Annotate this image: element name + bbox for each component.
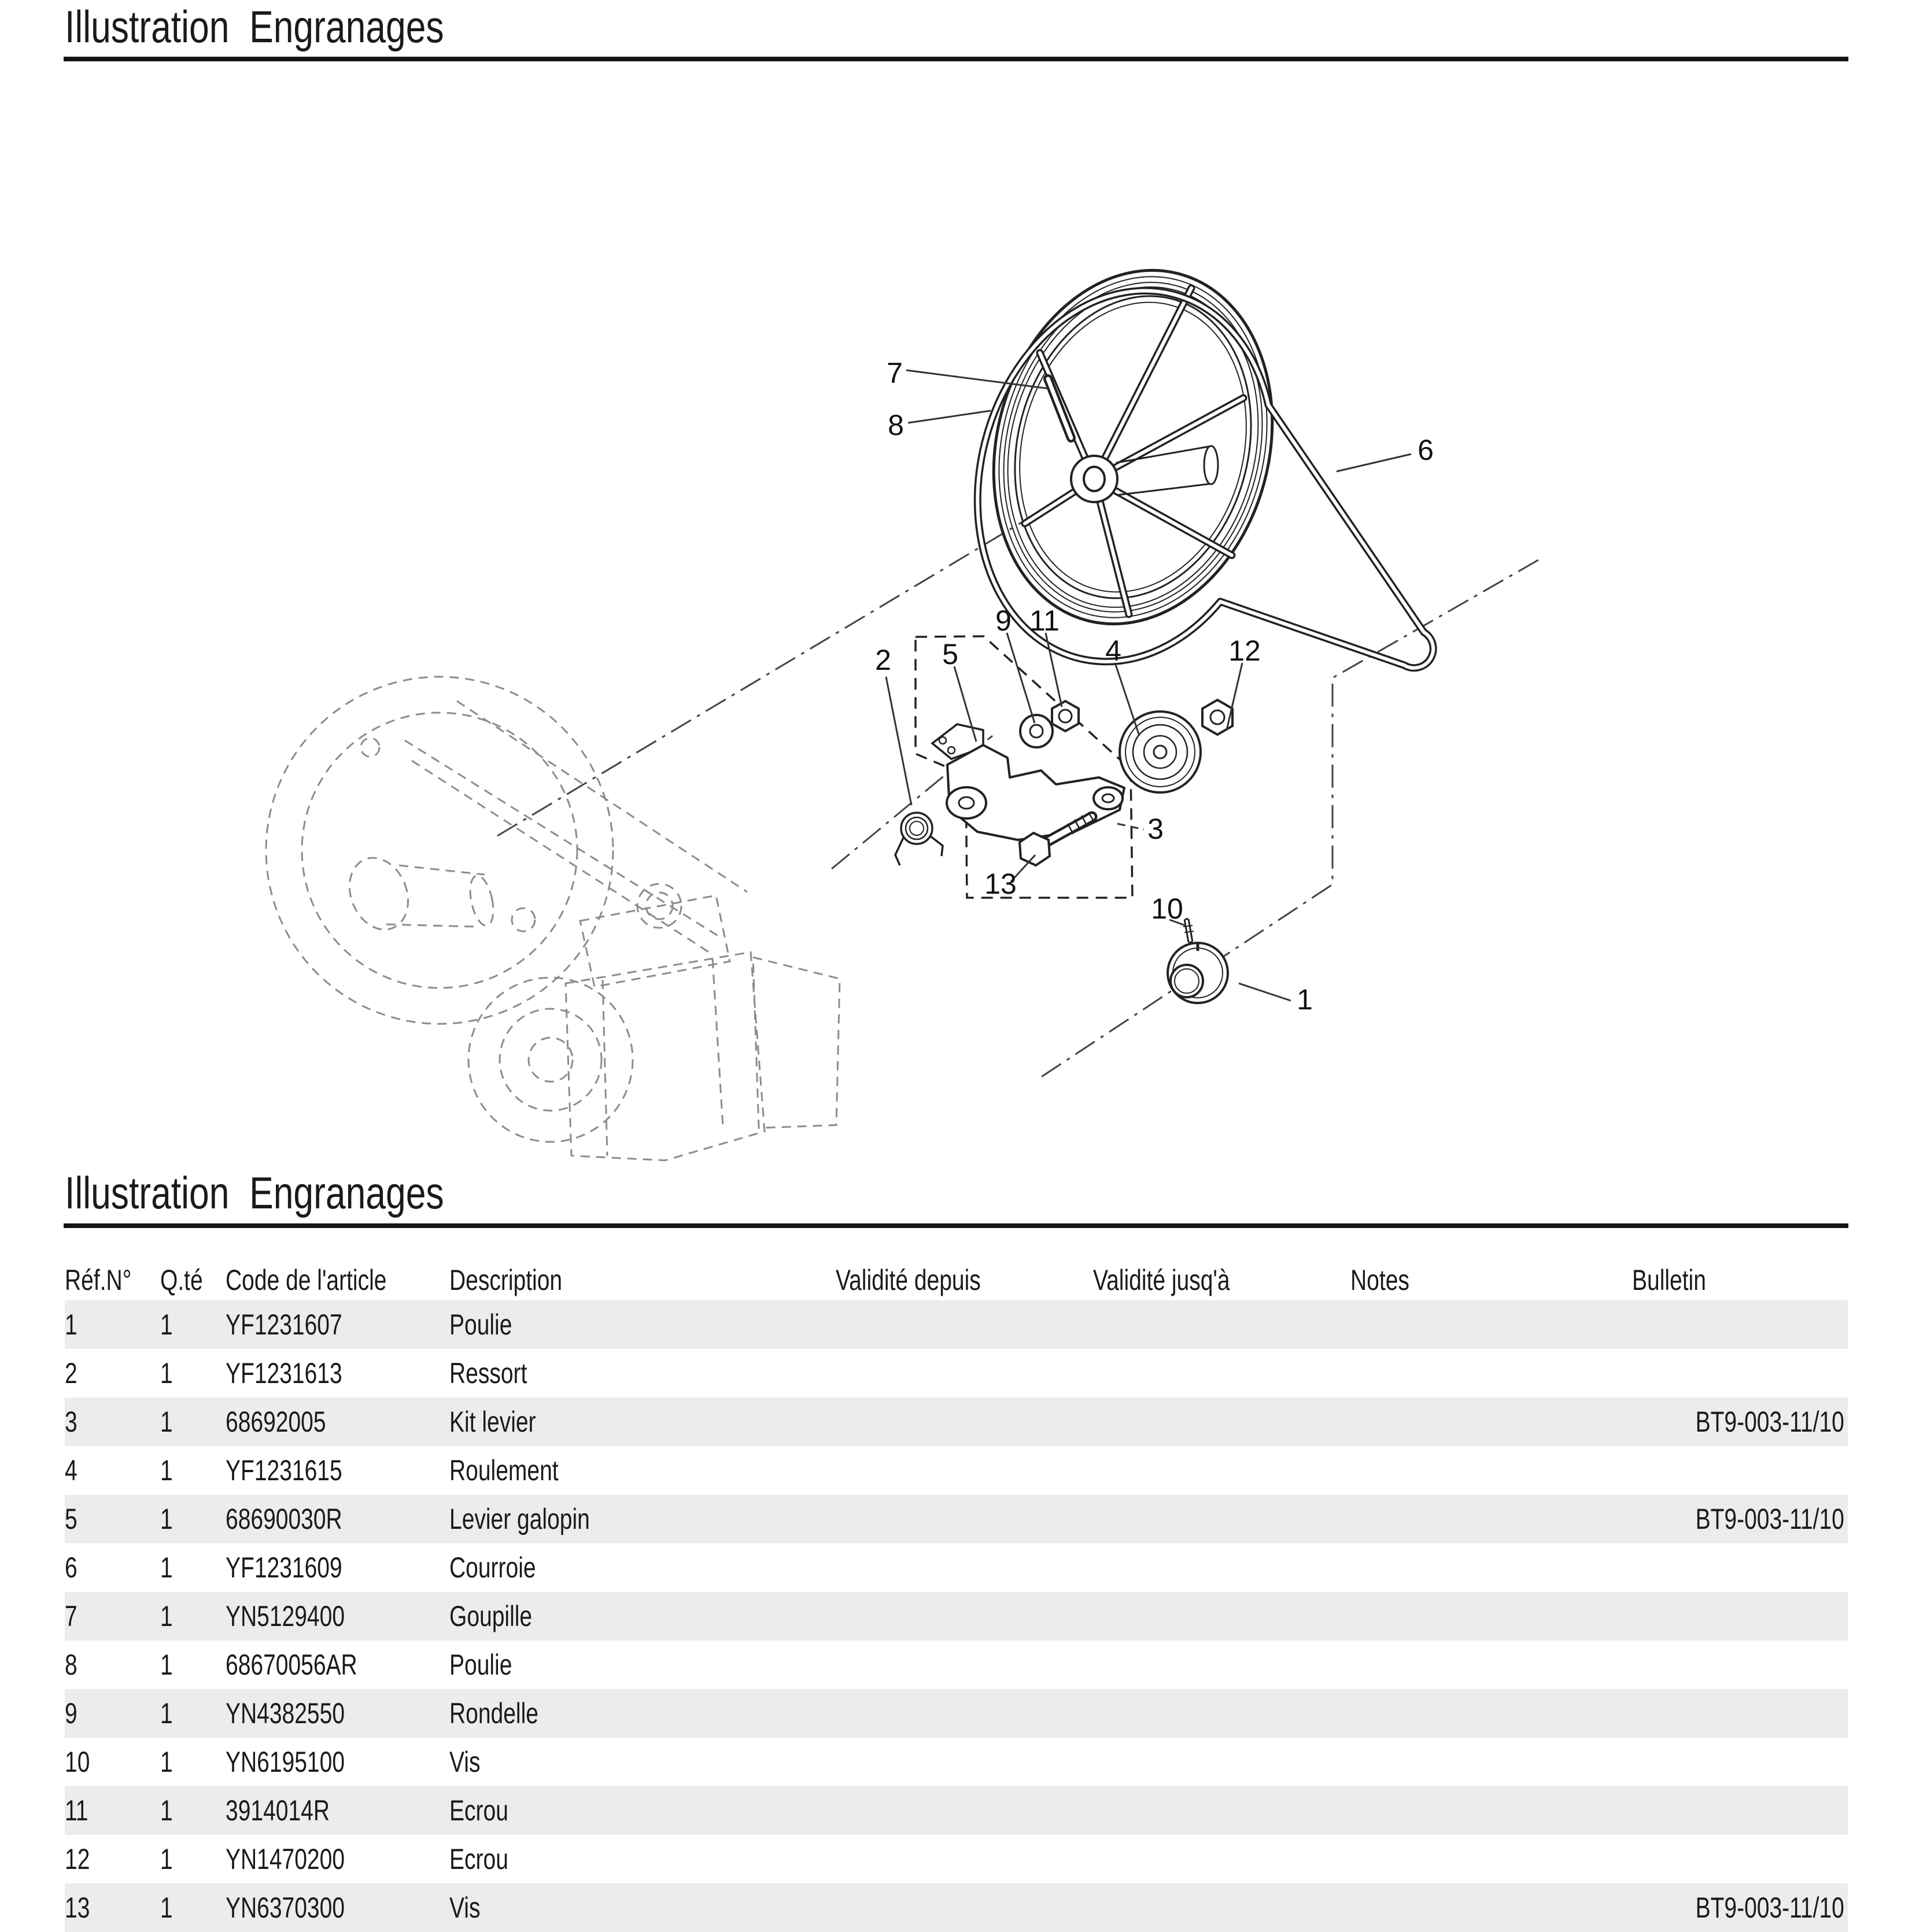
callout-label-10: 10 — [1151, 893, 1183, 925]
cell-ref: 13 — [65, 1892, 90, 1924]
header-desc: Description — [449, 1264, 563, 1296]
callout-label-5: 5 — [942, 638, 958, 670]
table-row — [65, 1446, 1848, 1495]
table-row — [65, 1640, 1848, 1689]
cell-qty: 1 — [160, 1892, 173, 1924]
cell-qty: 1 — [160, 1551, 173, 1584]
table-section-title-text: Illustration Engranages — [65, 1167, 444, 1218]
cell-qty: 1 — [160, 1843, 173, 1875]
cell-code: YN6195100 — [226, 1746, 345, 1778]
cell-desc: Courroie — [449, 1551, 536, 1584]
cell-desc: Roulement — [449, 1454, 559, 1487]
table-row — [65, 1543, 1848, 1592]
nut11-drawing — [1052, 701, 1079, 731]
header-code: Code de l'article — [226, 1264, 387, 1296]
cell-bulletin: BT9-003-11/10 — [1695, 1892, 1844, 1924]
callout-label-7: 7 — [887, 357, 903, 389]
nut12-drawing — [1202, 700, 1232, 735]
cell-code: YN1470200 — [226, 1843, 345, 1875]
cell-code: YN6370300 — [226, 1892, 345, 1924]
header-qty: Q.té — [160, 1264, 203, 1296]
cell-qty: 1 — [160, 1794, 173, 1827]
cell-ref: 1 — [65, 1308, 77, 1341]
cell-ref: 11 — [65, 1794, 88, 1827]
cell-code: 68670056AR — [226, 1649, 357, 1681]
header-from: Validité depuis — [836, 1264, 981, 1296]
cell-code: YF1231609 — [226, 1551, 342, 1584]
table-row — [65, 1349, 1848, 1398]
cell-bulletin: BT9-003-11/10 — [1695, 1503, 1844, 1535]
spring-drawing — [895, 813, 943, 865]
cell-qty: 1 — [160, 1357, 173, 1389]
callout-label-9: 9 — [995, 604, 1012, 637]
cell-qty: 1 — [160, 1600, 173, 1632]
callout-label-4: 4 — [1105, 635, 1121, 667]
cell-desc: Poulie — [449, 1649, 512, 1681]
cell-desc: Poulie — [449, 1308, 512, 1341]
cell-desc: Rondelle — [449, 1697, 538, 1730]
engine-ghost-drawing — [266, 677, 840, 1160]
callout-label-8: 8 — [888, 409, 904, 441]
cell-ref: 3 — [65, 1406, 77, 1438]
callout-label-6: 6 — [1418, 434, 1434, 466]
cell-ref: 4 — [65, 1454, 77, 1487]
cell-code: YN4382550 — [226, 1697, 345, 1730]
table-rule — [64, 1223, 1848, 1228]
table-row — [65, 1300, 1848, 1349]
cell-ref: 5 — [65, 1503, 77, 1535]
cell-code: 3914014R — [226, 1794, 330, 1827]
cell-ref: 2 — [65, 1357, 77, 1389]
cell-desc: Vis — [449, 1892, 481, 1924]
cell-desc: Ressort — [449, 1357, 527, 1389]
cell-bulletin: BT9-003-11/10 — [1695, 1406, 1844, 1438]
cell-qty: 1 — [160, 1746, 173, 1778]
cell-code: YF1231615 — [226, 1454, 342, 1487]
cell-desc: Kit levier — [449, 1406, 536, 1438]
cell-code: 68692005 — [226, 1406, 326, 1438]
cell-desc: Ecrou — [449, 1843, 508, 1875]
cell-qty: 1 — [160, 1503, 173, 1535]
cell-code: YF1231607 — [226, 1308, 342, 1341]
cell-qty: 1 — [160, 1649, 173, 1681]
idler-pulley-drawing — [1120, 711, 1201, 792]
header-ref: Réf.N° — [65, 1264, 132, 1296]
cell-ref: 9 — [65, 1697, 77, 1730]
page-title-text: Illustration Engranages — [65, 1, 444, 52]
table-row — [65, 1398, 1848, 1446]
washer-drawing — [1020, 715, 1053, 747]
wheel-pulley-drawing — [955, 239, 1311, 656]
callout-label-3: 3 — [1147, 813, 1164, 845]
cell-desc: Goupille — [449, 1600, 533, 1632]
cell-qty: 1 — [160, 1406, 173, 1438]
table-row — [65, 1689, 1848, 1738]
table-row — [65, 1786, 1848, 1835]
header-notes: Notes — [1350, 1264, 1409, 1296]
table-row — [65, 1592, 1848, 1640]
cell-ref: 12 — [65, 1843, 90, 1875]
cell-desc: Ecrou — [449, 1794, 508, 1827]
cell-qty: 1 — [160, 1308, 173, 1341]
cell-qty: 1 — [160, 1697, 173, 1730]
table-section-title — [65, 1167, 539, 1218]
table-header-row — [65, 1262, 1848, 1298]
cell-code: YN5129400 — [226, 1600, 345, 1632]
callout-label-12: 12 — [1228, 635, 1261, 667]
hub-pulley-drawing — [1168, 942, 1228, 1003]
table-row — [65, 1738, 1848, 1786]
header-bulletin: Bulletin — [1632, 1264, 1706, 1296]
callout-label-2: 2 — [875, 644, 891, 676]
callout-label-13: 13 — [984, 868, 1017, 900]
cell-ref: 6 — [65, 1551, 77, 1584]
cell-ref: 7 — [65, 1600, 77, 1632]
cell-desc: Vis — [449, 1746, 481, 1778]
table-row — [65, 1835, 1848, 1883]
cell-code: 68690030R — [226, 1503, 342, 1535]
table-row — [65, 1883, 1848, 1932]
cell-code: YF1231613 — [226, 1357, 342, 1389]
screw-drawing — [1183, 921, 1194, 941]
table-row — [65, 1495, 1848, 1543]
cell-desc: Levier galopin — [449, 1503, 590, 1535]
header-to: Validité jusq'à — [1093, 1264, 1230, 1296]
callout-label-1: 1 — [1297, 983, 1313, 1016]
cell-ref: 10 — [65, 1746, 90, 1778]
callout-label-11: 11 — [1029, 604, 1060, 637]
cell-qty: 1 — [160, 1454, 173, 1487]
cell-ref: 8 — [65, 1649, 77, 1681]
